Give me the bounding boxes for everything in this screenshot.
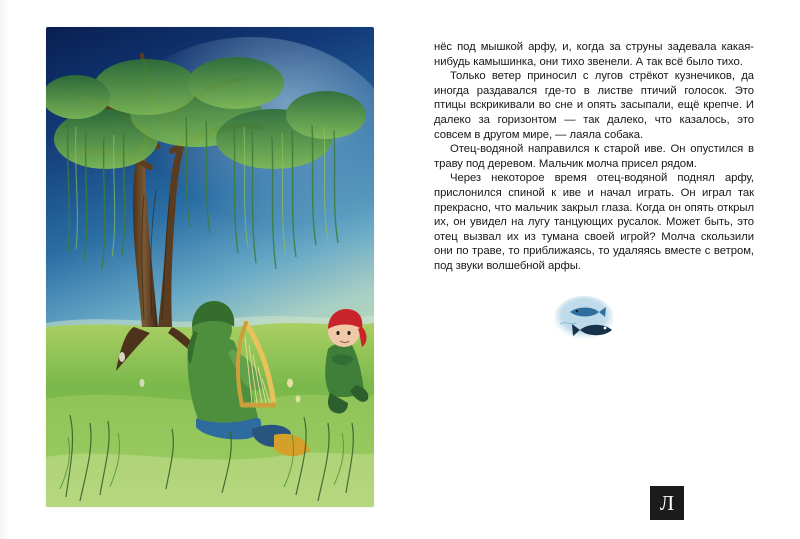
body-text-column	[434, 40, 754, 274]
paragraph-3: Отец-водяной направился к старой иве. Он опустился в траву под деревом. Мальчик молча присел рядом.	[434, 143, 754, 170]
illustration-waterman-with-harp	[46, 27, 374, 507]
publisher-logo: Л	[650, 486, 684, 520]
fish-vignette	[552, 290, 620, 352]
spine-shadow	[0, 0, 9, 539]
paragraph-4: Через некоторое время отец-водяной поднял арфу, прислонился спиной к иве и начал играть. Он играл так прекрасно, что мальчик закрыл глаза. Когда он опять открыл их, он увидел на лугу танцующих русалок. Может быть, это отец вызвал их из тумана своей игрой? Молча скользили они по траве, то приближаясь, то удаляясь вместе с ветром, под звуки волшебной арфы.	[434, 172, 754, 272]
paragraph-1: нёс под мышкой арфу, и, когда за струны задевала какая-нибудь камышинка, они тихо звенели. А так всё было тихо.	[434, 41, 754, 68]
paragraph-2: Только ветер приносил с лугов стрёкот кузнечиков, да иногда раздавался где-то в листве птичий голосок. Это птицы вскрикивали во сне и опять засыпали, ещё крепче. И далеко за горизонтом — так далеко, что казалось, это совсем в другом мире, — лаяла собака.	[434, 70, 754, 141]
